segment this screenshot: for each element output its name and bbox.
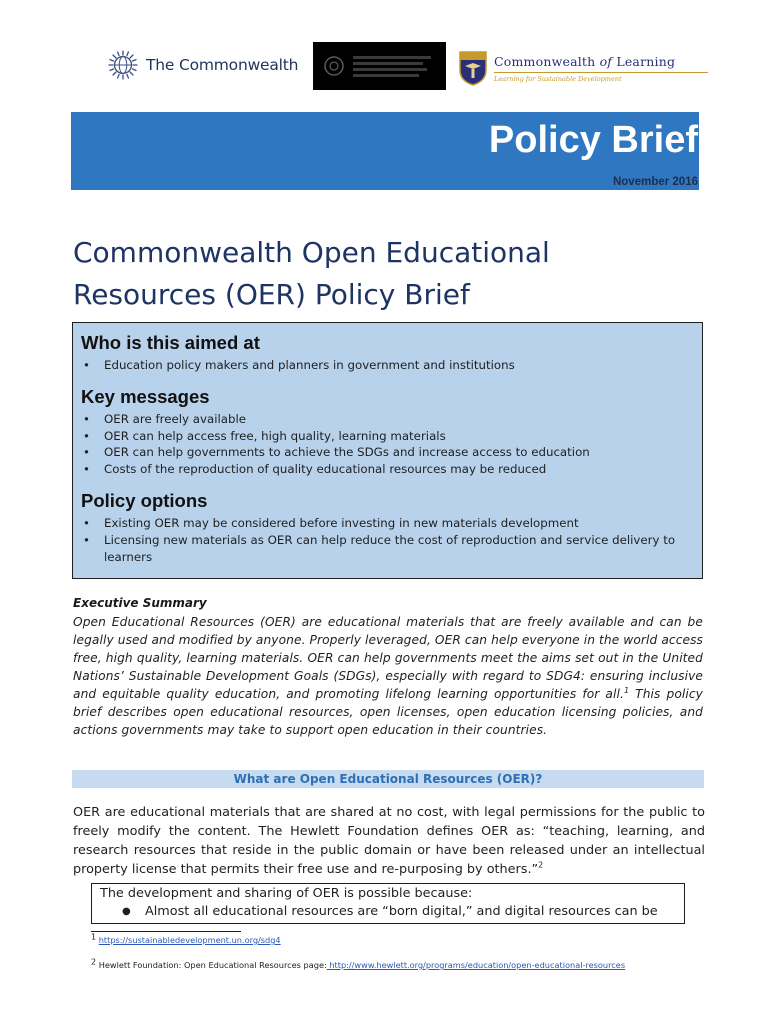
policy-options-list: [81, 515, 696, 565]
col-title: Commonwealth of Learning: [494, 54, 676, 69]
commonwealth-wordmark: The Commonwealth: [146, 56, 299, 74]
list-item: • OER can help governments to achieve the SDGs and increase access to education: [81, 444, 696, 461]
list-item: • Licensing new materials as OER can help reduce the cost of reproduction and service delivery to learners: [81, 532, 696, 566]
document-title: Commonwealth Open Educational Resources (OER) Policy Brief: [73, 236, 550, 311]
list-item: • Education policy makers and planners in government and institutions: [81, 357, 696, 374]
footnote-ref-1[interactable]: 1: [623, 685, 630, 695]
summary-box: [72, 322, 703, 579]
executive-summary-heading: Executive Summary: [73, 596, 207, 610]
partner-emblem-icon: [323, 55, 345, 77]
commonwealth-logo: [108, 50, 298, 80]
banner-date: November 2016: [612, 176, 698, 188]
box-intro: The development and sharing of OER is possible because:: [100, 886, 473, 901]
list-item: • Costs of the reproduction of quality educational resources may be reduced: [81, 461, 696, 478]
logo-bar: [0, 40, 768, 96]
col-shield-icon: [458, 50, 488, 86]
key-messages-list: [81, 411, 696, 478]
footnote-ref-2[interactable]: 2: [538, 860, 544, 870]
col-tagline: Learning for Sustainable Development: [494, 75, 622, 83]
list-item: • OER can help access free, high quality, learning materials: [81, 428, 696, 445]
policy-brief-banner: [71, 112, 699, 190]
executive-summary-text: Open Educational Resources (OER) are educational materials that are freely available and can be legally used and modified by anyone. Properly leveraged, OER can help everyone in the world access free, high quality, learning materials. OER can help governments meet the aims set out in the United Nations’ Sustainable Development Goals (SDGs), especially with regard to SDG4: ensuring inclusive and equitable quality education, and promoting lifelong learning opportunities for all.$^1$ This policy brief describes open educational resources, open licenses, open education licensing policies, and actions governments may take to support open education in their countries.: [73, 615, 703, 737]
footnote-1: $^1$ https://sustainabledevelopment.un.org/sdg4: [91, 932, 281, 945]
footnote-2: $^2$ Hewlett Foundation: Open Educational Resources page: http://www.hewlett.org/programs/education/open-educational-resources: [91, 957, 626, 970]
list-item: • OER are freely available: [81, 411, 696, 428]
oer-definition-text: OER are educational materials that are shared at no cost, with legal permissions for the public to freely modify the content. The Hewlett Foundation defines OER as: “teaching, learning, and research resources that reside in the public domain or have been released under an intellectual property license that permits their free use and re-purposing by others.”$^2$: [73, 805, 705, 877]
oer-section-heading: What are Open Educational Resources (OER)?: [72, 770, 704, 788]
footnote-divider: [91, 931, 241, 932]
oer-development-box: [91, 883, 685, 924]
list-item: • Existing OER may be considered before investing in new materials development: [81, 515, 696, 532]
col-logo: [458, 50, 708, 86]
key-messages-heading: Key messages: [81, 385, 210, 407]
footnote-1-link[interactable]: https://sustainabledevelopment.un.org/sdg4: [98, 935, 281, 945]
commonwealth-globe-icon: [108, 50, 138, 80]
aimed-list: [81, 357, 696, 374]
partner-logo: [313, 42, 446, 90]
footnote-2-link[interactable]: http://www.hewlett.org/programs/education/open-educational-resources: [326, 960, 626, 970]
banner-title: Policy Brief: [488, 119, 698, 161]
policy-options-heading: Policy options: [81, 489, 208, 511]
aimed-heading: Who is this aimed at: [81, 332, 260, 353]
list-item: ● Almost all educational resources are “born digital,” and digital resources can be: [100, 903, 684, 921]
